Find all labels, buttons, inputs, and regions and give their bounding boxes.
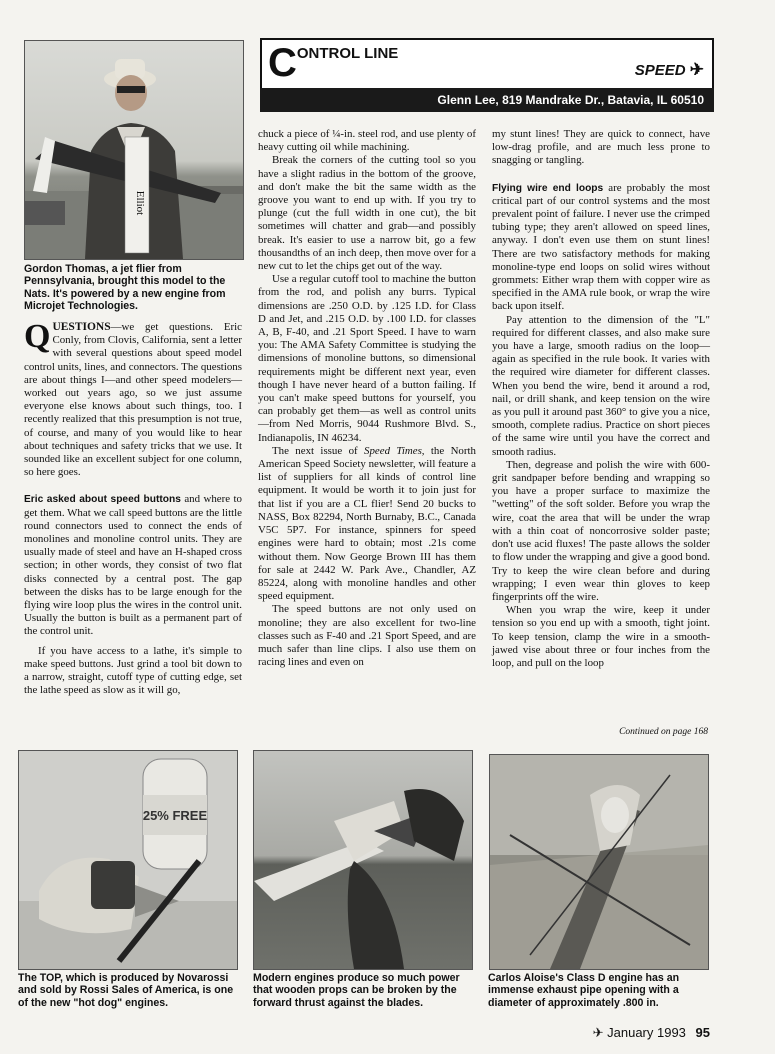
photo-top-engine xyxy=(18,750,238,970)
footer-airplane-icon: ✈ xyxy=(592,1025,604,1040)
photo-wooden-prop xyxy=(253,750,473,970)
jet-flier-illustration xyxy=(25,41,243,259)
section-header xyxy=(260,38,714,92)
bottle-text: 25% FREE xyxy=(142,808,208,823)
lead-word: UESTIONS xyxy=(52,321,111,333)
caption-wooden-prop: Modern engines produce so much power that wooden props can be broken by the forward thrust against the blades. xyxy=(253,972,460,1009)
col3-para-5: When you wrap the wire, keep it under tension so you end up with a smooth, tight joint. To keep tension, clamp the wire in a smooth-jawed vise about three or four inches from the loop, and pull on the loop xyxy=(492,604,710,669)
author-line: Glenn Lee, 819 Mandrake Dr., Batavia, IL 60510 xyxy=(437,93,704,107)
col1-para-2-lead: Eric asked about speed buttons xyxy=(24,494,181,506)
column-2 xyxy=(258,128,476,669)
col2-para-2: Break the corners of the cutting tool so you have a slight radius in the bottom of the groove, and don't make the bit the same width as the groove you want to end up with. If you try to plunge (cut the full width in one cut), the bit sometimes will chatter and grab—and possibly break. It's easier to use a narrow bit, go a few thousandths of an inch deep, then move over for a new cut to let the chips get out of the way. xyxy=(258,154,476,273)
col3-para-1: my stunt lines! They are quick to connect, have low-drag profile, and are much less prone to snagging or tangling. xyxy=(492,128,710,167)
header-title xyxy=(268,40,398,86)
col3-para-2 xyxy=(492,182,710,314)
col3-para-4: Then, degrease and polish the wire with 600-grit sandpaper before bending and wrapping so you have a proper surface to maximize the "wetting" of the soft solder. Before you wrap the wire, coat the area that will be under the wrap with a thin coat of noncorrosive solder paste; don't use acid fluxes! The paste allows the solder to flow under the wrapping and give a good bond. Try to keep the wire clean before and during wrapping; I even wear thin gloves to keep fingerprints off the wire. xyxy=(492,458,710,603)
drop-cap: Q xyxy=(24,318,51,355)
photo-class-d-engine xyxy=(489,754,709,970)
col2-para-4-a: The next issue of xyxy=(272,444,365,457)
photo-jet-flier xyxy=(24,40,244,260)
author-bar xyxy=(260,88,714,112)
column-3 xyxy=(492,128,710,670)
footer-date: January 1993 xyxy=(607,1025,686,1040)
col3-para-2-text: are probably the most critical part of our control systems and the most prevalent point of failure. I never use the crimped tubing type; they aren't allowed on speed lines, anyway. I don't even use them on stunt lines! There are two satisfactory methods for making monoline-type end loops on solid wires without grommets: Either wrap them with copper wire as specified in the AMA rule book, or wrap the wire back upon itself. xyxy=(492,181,710,313)
engine-illustration xyxy=(19,751,237,969)
col2-para-3: Use a regular cutoff tool to machine the button from the rod, and polish any burrs. Typical dimensions are .250 O.D. by .125 I.D. for Class D and Jet, and .215 O.D. by .100 I.D. for classes A, B, F-40, and .21 Sport Speed. I have to warn you: The AMA Safety Committee is studying the dimensions of monoline buttons, so dimensional requirements might be different next year, even though I have never heard of a button failing. If you can't make speed buttons for yourself, you can probably get them—as well as control units—from Ned Morris, 9044 Rushmore Blvd. S., Indianapolis, IN 46234. xyxy=(258,273,476,444)
col2-para-4 xyxy=(258,445,476,603)
continued-note: Continued on page 168 xyxy=(619,727,708,737)
caption-jet-flier: Gordon Thomas, a jet flier from Pennsylvania, brought this model to the Nats. It's powered by a new engine from Microjet Technologies. xyxy=(24,263,226,313)
col3-para-2-lead: Flying wire end loops xyxy=(492,182,604,194)
prop-illustration xyxy=(254,751,472,969)
page-number: 95 xyxy=(695,1025,710,1040)
col2-para-4-italic: Speed Times, xyxy=(364,444,425,457)
header-title-rest: ONTROL LINE xyxy=(296,45,399,62)
col1-para-3: If you have access to a lathe, it's simple to make speed buttons. Just grind a tool bit down to a narrow, straight, cutoff type of cutting edge, set the lathe speed as slow as it will go, xyxy=(24,644,242,697)
column-1 xyxy=(24,318,243,697)
col3-para-3: Pay attention to the dimension of the "L" required for different classes, and also make sure you have a large, smooth radius on the loop—again as specified in the rule book. It varies with the required wire diameter for different classes. When you bend the wire, bend it around a rod, nail, or drill shank, and keep tension on the wire as you pull it around past 360° to give you a nice, smooth, complete radius. Practice on short pieces of the same wire until you have the correct and smooth radius. xyxy=(492,313,710,458)
col1-para-2-text: and where to get them. What we call speed buttons are the little round connectors used to connect the ends of monolines and monoline control units. They are usually made of steel and have an H-shaped cross section; in other words, they consist of two flat disks connected by a central post. The gap between the disks has to be large enough for the flying wire loop plus the wires in the control unit. Usually the button is built as a permanent part of the control unit. xyxy=(24,493,243,638)
header-title-initial: C xyxy=(268,41,297,85)
col1-para-2 xyxy=(24,493,242,638)
col2-para-1: chuck a piece of ¼-in. steel rod, and use plenty of heavy cutting oil while machining. xyxy=(258,128,476,154)
subtitle-text: SPEED xyxy=(634,62,686,79)
caption-class-d-engine: Carlos Aloise's Class D engine has an immense exhaust pipe opening with a diameter of approximately .800 in. xyxy=(488,972,680,1009)
col1-para-1 xyxy=(24,318,242,479)
airplane-icon: ✈ xyxy=(689,60,704,79)
header-subtitle xyxy=(635,60,704,80)
col2-para-4-b: the North American Speed Society newsletter, will feature a list of suppliers for all kinds of control line equipment. It would be worth it to join just for that list if you are a CL flier! Send 20 bucks to NASS, Box 82294, North Burnaby, B.C., Canada V5C 5P7. For instance, spinners for speed engines were hard to obtain; most .21s come without them. Now George Brown III has them for sale at 2442 W. Park Ave., Chandler, AZ 85224, along with monoline handles and other speed equipment. xyxy=(258,444,476,603)
fuselage-text: Elliot xyxy=(134,190,146,216)
caption-top-engine: The TOP, which is produced by Novarossi and sold by Rossi Sales of America, is one of the new "hot dog" engines. xyxy=(18,972,234,1009)
col1-para-1-text: —we get questions. Eric Conly, from Clovis, California, sent a letter with several questions about speed model control units, lines, and connectors. The questions are about things I—and other speed modelers—worked out years ago, so we just assume everyone else knows about such things, too. I recently realized that this presumption is not true, of course, and many of you would like to hear about techniques and safety tricks that we use. It sounded like an excellent subject for one column, so here goes. xyxy=(24,321,242,479)
col2-para-5: The speed buttons are not only used on monoline; they are also excellent for two-line classes such as F-40 and .21 Sport Speed, and are much safer than line clips. I also use them on racing lines and even on xyxy=(258,603,476,669)
class-d-illustration xyxy=(490,755,708,969)
page-footer xyxy=(540,1025,710,1041)
